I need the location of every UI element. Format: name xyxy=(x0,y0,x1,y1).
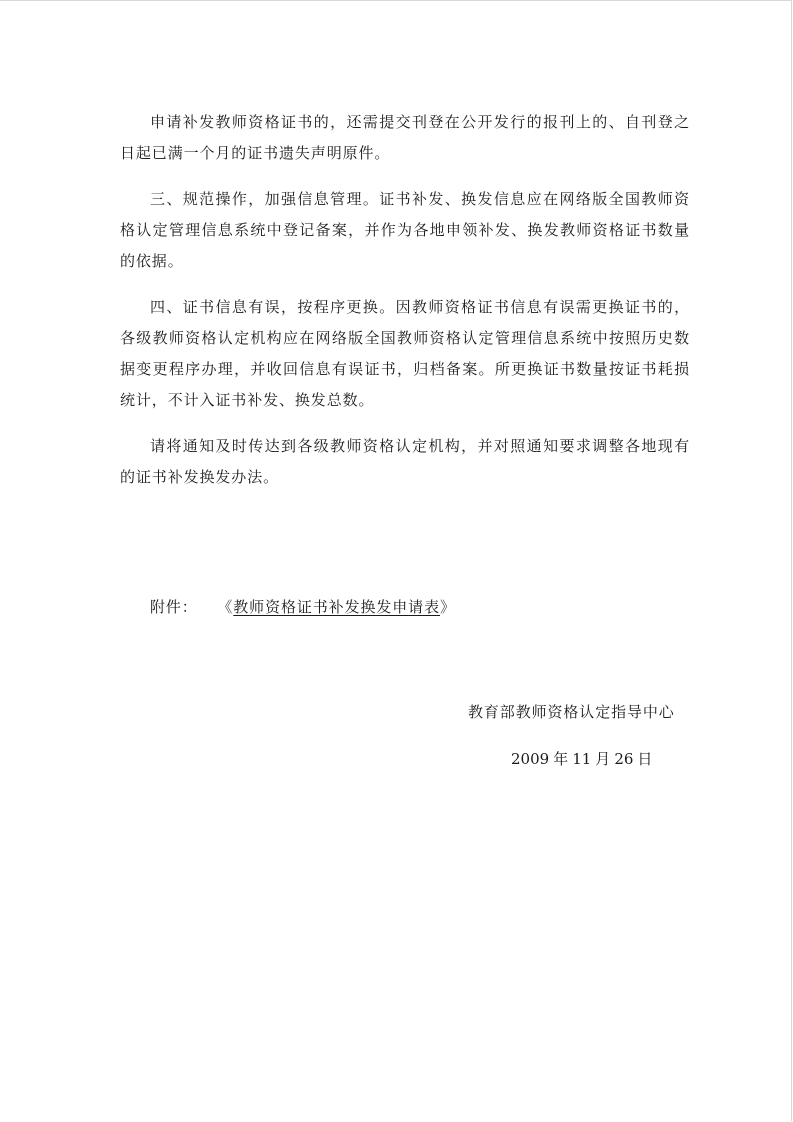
attachment-line xyxy=(150,592,456,623)
paragraph-section-three: 三、规范操作，加强信息管理。证书补发、换发信息应在网络版全国教师资格认定管理信息系统中登记备案，并作为各地申领补发、换发教师资格证书数量的依据。 xyxy=(120,190,690,270)
paragraph-section-four: 四、证书信息有误，按程序更换。因教师资格证书信息有误需更换证书的，各级教师资格认定机构应在网络版全国教师资格认定管理信息系统中按照历史数据变更程序办理，并收回信息有误证书，归档备案。所更换证书数量按证书耗损统计，不计入证书补发、换发总数。 xyxy=(120,298,690,409)
date-month-unit: 月 xyxy=(595,750,611,768)
date-year: 2009 xyxy=(511,750,550,768)
date-day: 26 xyxy=(614,750,634,768)
attachment-link[interactable] xyxy=(217,598,456,616)
date-year-unit: 年 xyxy=(553,750,569,768)
attachment-label: 附件： xyxy=(150,598,198,616)
issue-date xyxy=(511,744,652,775)
date-day-unit: 日 xyxy=(637,750,653,768)
attachment-open-mark: 《 xyxy=(217,598,234,616)
attachment-title[interactable]: 教师资格证书补发换发申请表 xyxy=(233,598,440,616)
attachment-close-mark: 》 xyxy=(439,598,456,616)
document-body xyxy=(120,107,690,493)
paragraph-closing-request: 请将通知及时传达到各级教师资格认定机构，并对照通知要求调整各地现有的证书补发换发办法。 xyxy=(120,437,690,486)
paragraph-lost-certificate-notice: 申请补发教师资格证书的，还需提交刊登在公开发行的报刊上的、自刊登之日起已满一个月的证书遗失声明原件。 xyxy=(120,113,690,162)
date-month: 11 xyxy=(572,750,592,768)
issuer-signature: 教育部教师资格认定指导中心 xyxy=(468,703,675,721)
